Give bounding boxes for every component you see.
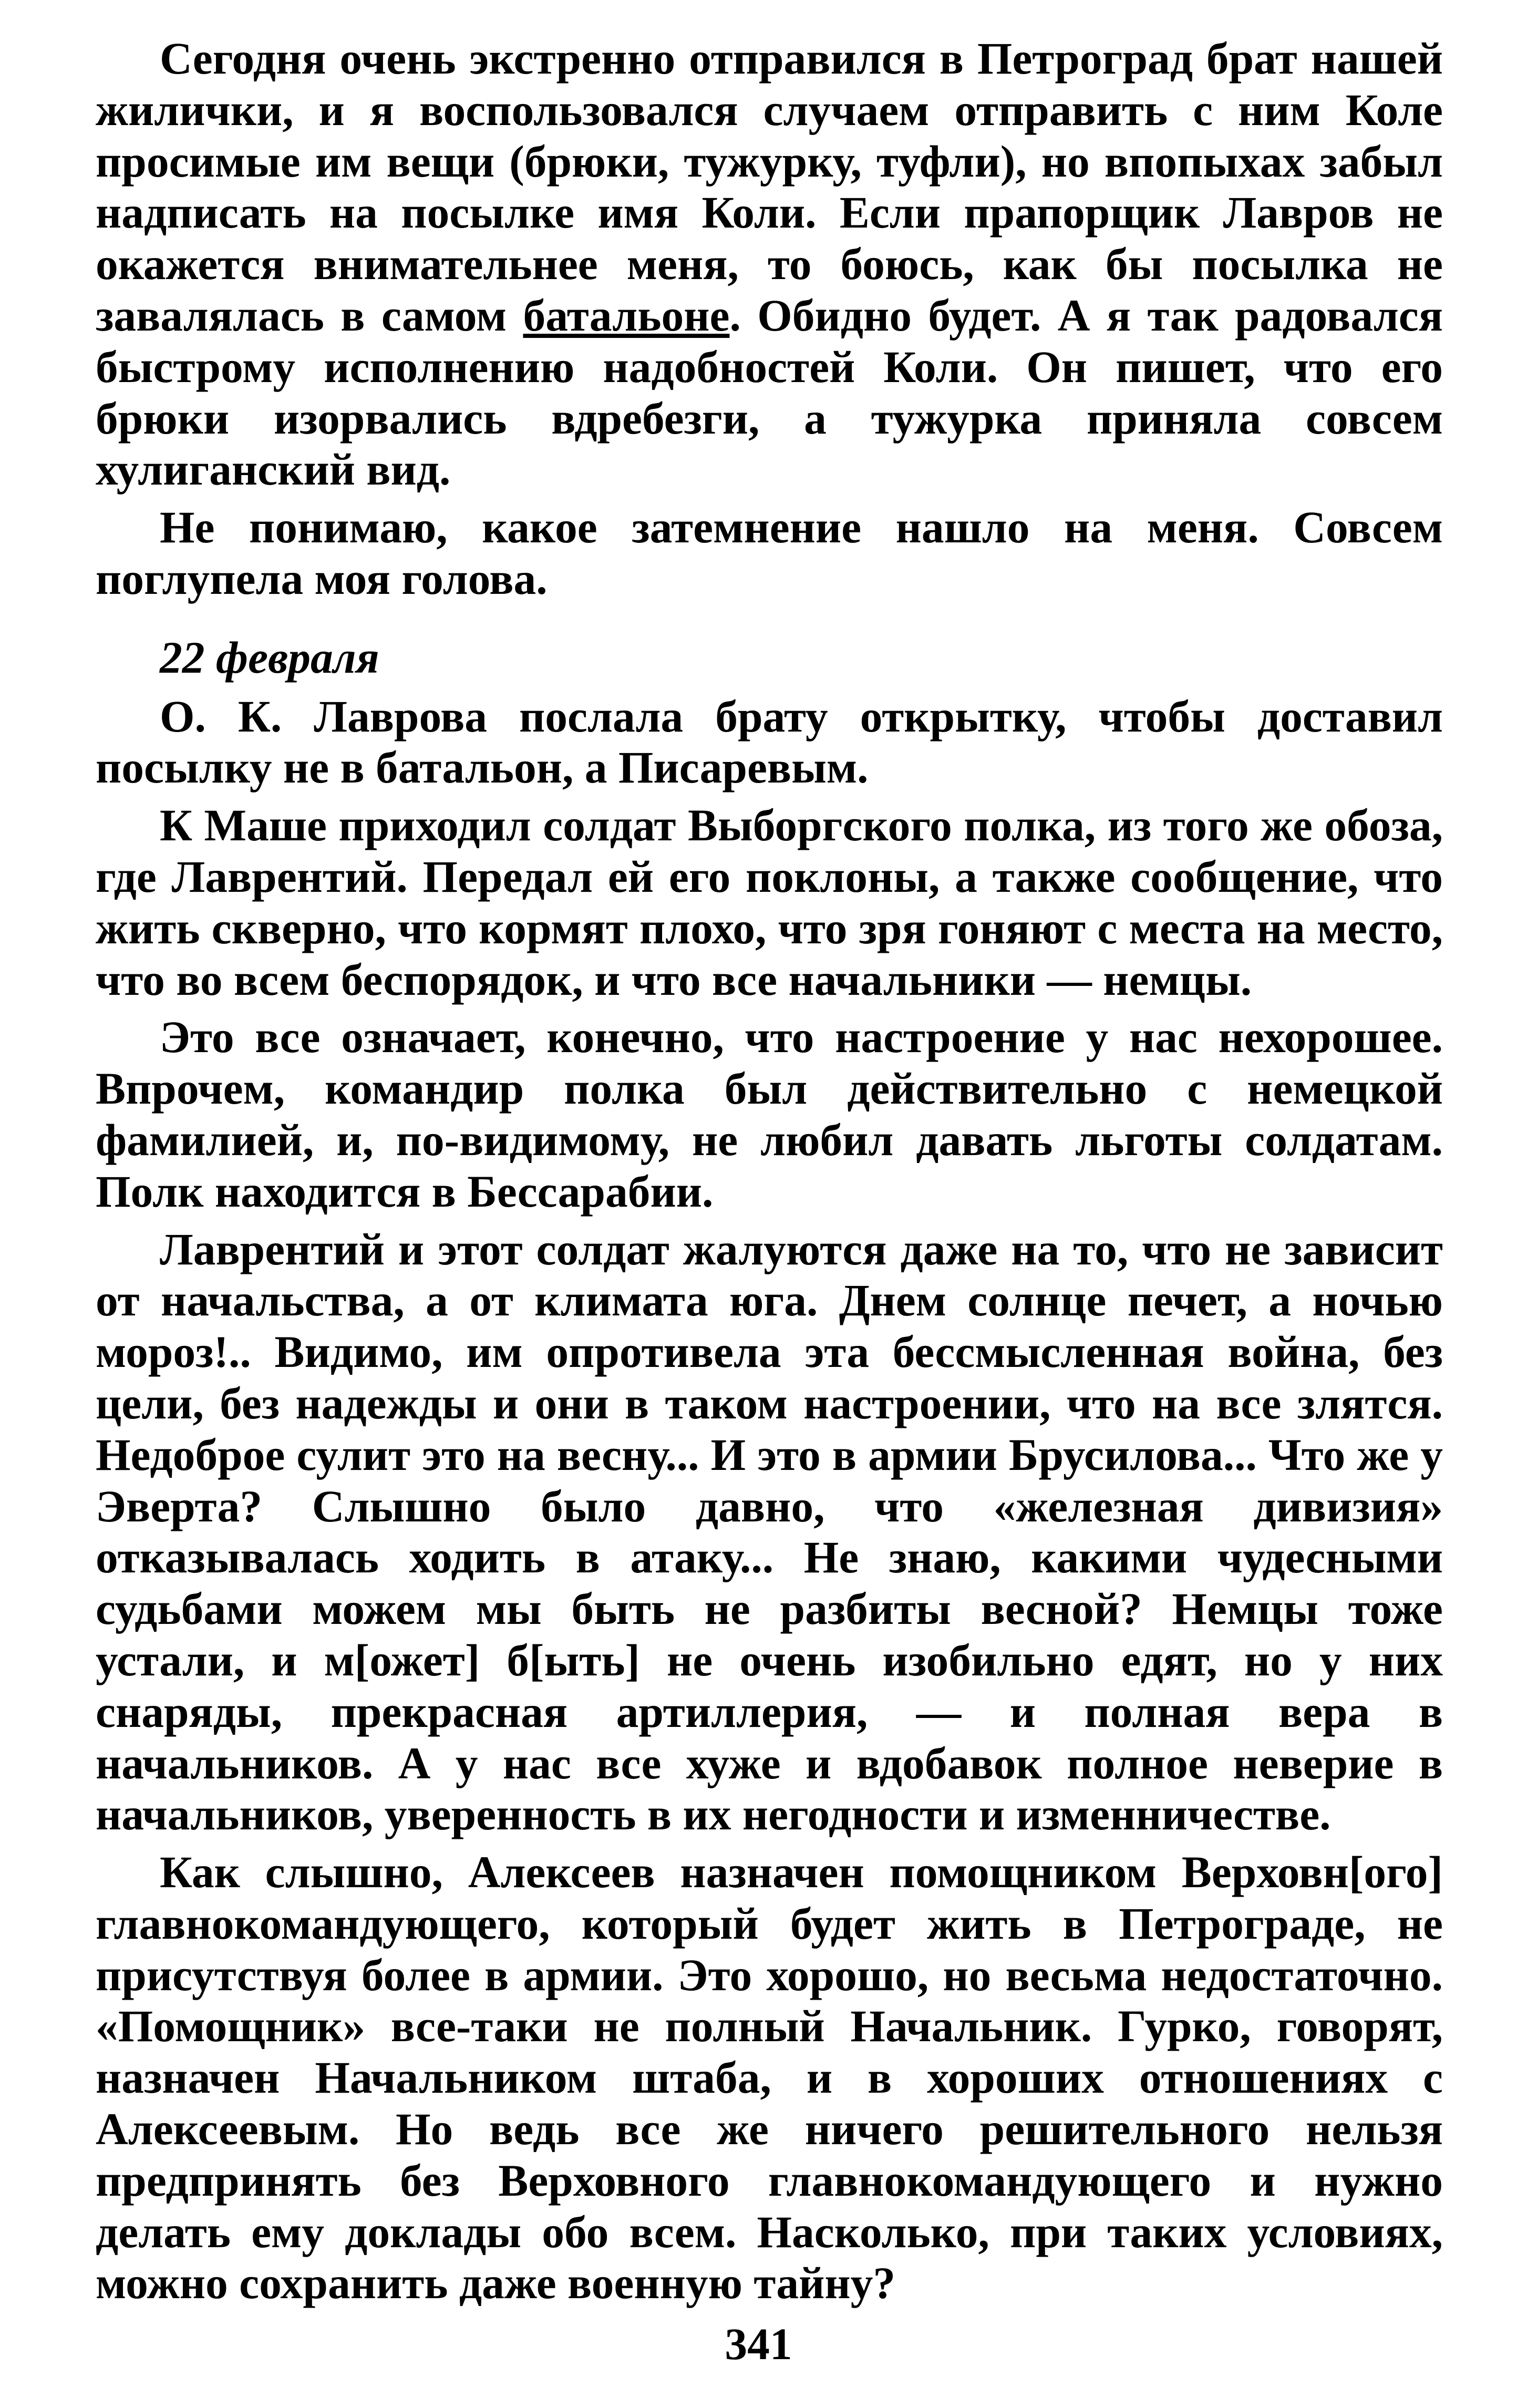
paragraph-text: . Обидно будет. А я так радовался быстрому исполнению надобностей Коли. Он пишет, что его брюки изорвались вдребезги, а тужурка приняла совсем хулиганский вид. — [96, 291, 1443, 495]
paragraph-soldier-visit: К Маше приходил солдат Выборгского полка, из того же обоза, где Лаврентий. Передал ей его поклоны, а также сообщение, что жить скверно, что кормят плохо, что зря гоняют с места на место, что во всем беспорядок, и что все начальники — немцы. — [96, 801, 1443, 1005]
paragraph-text: Сегодня очень экстренно отправился в Петроград брат нашей жилички, и я воспользовался случаем отправить с ним Коле просимые им вещи (брюки, тужурку, туфли), но впопыхах забыл надписать на посылке имя Коли. Если прапорщик Лавров не окажется внимательнее меня, то боюсь, как бы посылка не завалялась в самом — [96, 34, 1443, 341]
underlined-word: батальоне — [523, 291, 730, 341]
paragraph-parcel — [96, 34, 1443, 496]
paragraph-mood: Это все означает, конечно, что настроение у нас нехорошее. Впрочем, командир полка был действительно с немецкой фамилией, и, по-видимому, не любил давать льготы солдатам. Полк находится в Бессарабии. — [96, 1013, 1443, 1217]
paragraph-alekseev: Как слышно, Алексеев назначен помощником Верховн[ого] главнокомандующего, который будет жить в Петрограде, не присутствуя более в армии. Это хорошо, но весьма недостаточно. «Помощник» все-таки не полный Начальник. Гурко, говорят, назначен Начальником штаба, и в хороших отношениях с Алексеевым. Но ведь все же ничего решительного нельзя предпринять без Верховного главнокомандующего и нужно делать ему доклады обо всем. Насколько, при таких условиях, можно сохранить даже военную тайну? — [96, 1848, 1443, 2309]
paragraph-confusion: Не понимаю, какое затемнение нашло на меня. Совсем поглупела моя голова. — [96, 503, 1443, 604]
date-heading: 22 февраля — [160, 633, 379, 683]
book-page — [96, 34, 1443, 2310]
paragraph-postcard: О. К. Лаврова послала брату открытку, чтобы доставил посылку не в батальон, а Писаревым. — [96, 692, 1443, 793]
page-number: 341 — [725, 2320, 792, 2369]
paragraph-complaints: Лаврентий и этот солдат жалуются даже на то, что не зависит от начальства, а от климата юга. Днем солнце печет, а ночью мороз!.. Видимо, им опротивела эта бессмысленная война, без цели, без надежды и они в таком настроении, что на все злятся. Недоброе сулит это на весну... И это в армии Брусилова... Что же у Эверта? Слышно было давно, что «железная дивизия» отказывалась ходить в атаку... Не знаю, какими чудесными судьбами можем мы быть не разбиты весной? Немцы тоже устали, и м[ожет] б[ыть] не очень изобильно едят, но у них снаряды, прекрасная артиллерия, — и полная вера в начальников. А у нас все хуже и вдобавок полное неверие в начальников, уверенность в их негодности и изменничестве. — [96, 1224, 1443, 1840]
